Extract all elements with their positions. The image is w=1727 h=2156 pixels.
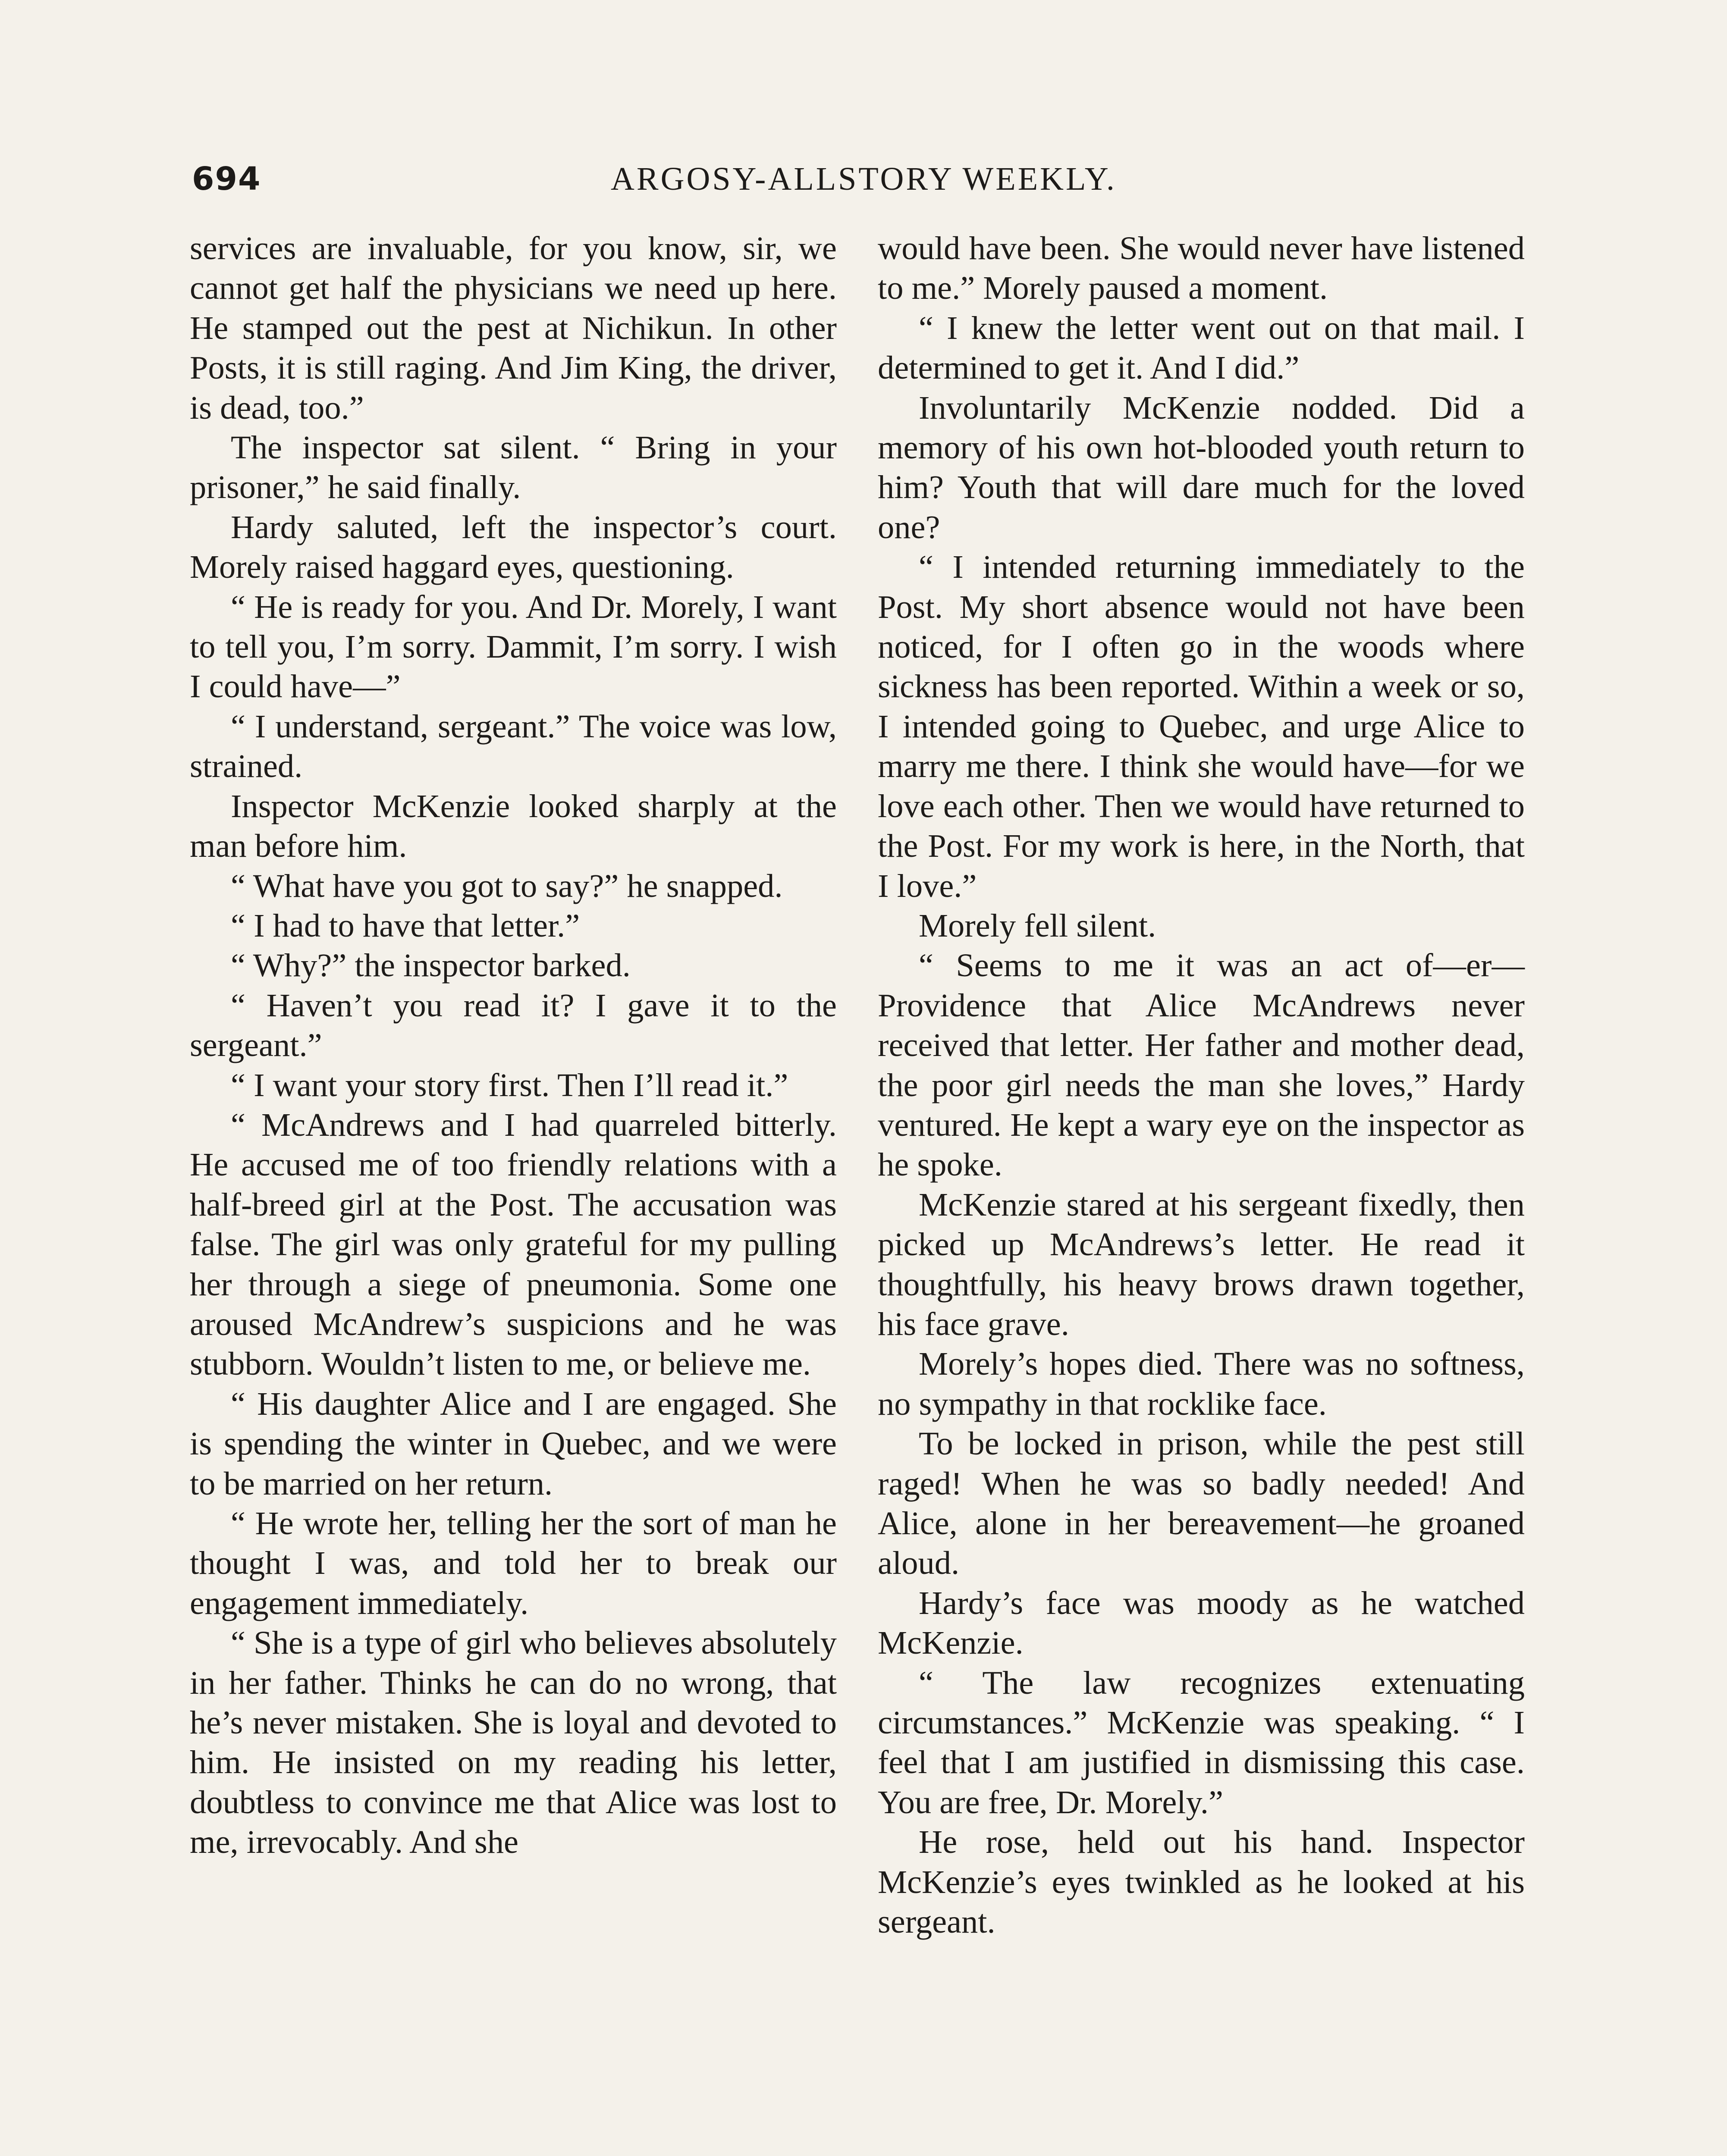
running-title: ARGOSY-ALLSTORY WEEKLY. [611,161,1117,197]
paragraph: McKenzie stared at his sergeant fixedly, then picked up McAndrews’s letter. He read it thoughtfully, his heavy brows drawn together, his face grave. [878,1186,1525,1342]
paragraph: Hardy’s face was moody as he watched McKenzie. [878,1584,1525,1661]
paragraph: “ What have you got to say?” he snapped. [231,867,783,904]
paragraph: “ I had to have that letter.” [231,907,580,944]
paragraph: “ He wrote her, telling her the sort of man he thought I was, and told her to break our engagement immediately. [190,1505,837,1621]
paragraph: “ I knew the letter went out on that mail. I determined to get it. And I did.” [878,309,1525,386]
paragraph: The inspector sat silent. “ Bring in your prisoner,” he said finally. [190,429,837,506]
page-number: 694 [192,160,261,197]
paragraph: He rose, held out his hand. Inspector McKenzie’s eyes twinkled as he looked at his sergeant. [878,1824,1525,1940]
paragraph: “ He is ready for you. And Dr. Morely, I want to tell you, I’m sorry. Dammit, I’m sorry. I wish I could have—” [190,588,837,705]
paragraph: “ She is a type of girl who believes absolutely in her father. Thinks he can do no wrong, that he’s never mistaken. She is loyal and devoted to him. He insisted on my reading his letter, doubtless to convince me that Alice was lost to me, irrevocably. And she [190,1624,837,1861]
paragraph: Hardy saluted, left the inspector’s court. Morely raised haggard eyes, questioning. [190,508,837,586]
paragraph: “ The law recognizes extenuating circumstances.” McKenzie was speaking. “ I feel that I am justified in dismissing this case. You are free, Dr. Morely.” [878,1664,1525,1821]
paragraph: “ McAndrews and I had quarreled bitterly. He accused me of too friendly relations with a half-breed girl at the Post. The accusation was false. The girl was only grateful for my pulling her through a siege of pneumonia. Some one aroused McAndrew’s suspicions and he was stubborn. Wouldn’t listen to me, or believe me. [190,1106,837,1382]
left-column [190,229,837,1862]
paragraph: Morely fell silent. [919,907,1156,944]
paragraph: “ I want your story first. Then I’ll read it.” [231,1066,788,1103]
paragraph: Inspector McKenzie looked sharply at the man before him. [190,787,837,865]
paragraph: Morely’s hopes died. There was no softness, no sympathy in that rocklike face. [878,1345,1525,1422]
paragraph: “ Haven’t you read it? I gave it to the sergeant.” [190,987,837,1064]
paragraph: “ Why?” the inspector barked. [231,947,631,984]
page-header [192,153,1535,205]
paragraph: would have been. She would never have listened to me.” Morely paused a moment. [878,230,1525,307]
paragraph: To be locked in prison, while the pest still raged! When he was so badly needed! And Alice, alone in her bereavement—he groaned aloud. [878,1425,1525,1582]
paragraph: “ His daughter Alice and I are engaged. She is spending the winter in Quebec, and we were to be married on her return. [190,1385,837,1502]
right-column [878,229,1525,1942]
paragraph: services are invaluable, for you know, sir, we cannot get half the physicians we need up here. He stamped out the pest at Nichikun. In other Posts, it is still raging. And Jim King, the driver, is dead, too.” [190,230,837,426]
paragraph: “ I understand, sergeant.” The voice was low, strained. [190,708,837,785]
paragraph: Involuntarily McKenzie nodded. Did a memory of his own hot-blooded youth return to him? Youth that will dare much for the loved one? [878,389,1525,545]
paragraph: “ I intended returning immediately to the Post. My short absence would not have been noticed, for I often go in the woods where sickness has been reported. Within a week or so, I intended going to Quebec, and urge Alice to marry me there. I think she would have—for we love each other. Then we would have returned to the Post. For my work is here, in the North, that I love.” [878,548,1525,904]
paragraph: “ Seems to me it was an act of—er—Providence that Alice McAndrews never received that letter. Her father and mother dead, the poor girl needs the man she loves,” Hardy ventured. He kept a wary eye on the inspector as he spoke. [878,947,1525,1183]
